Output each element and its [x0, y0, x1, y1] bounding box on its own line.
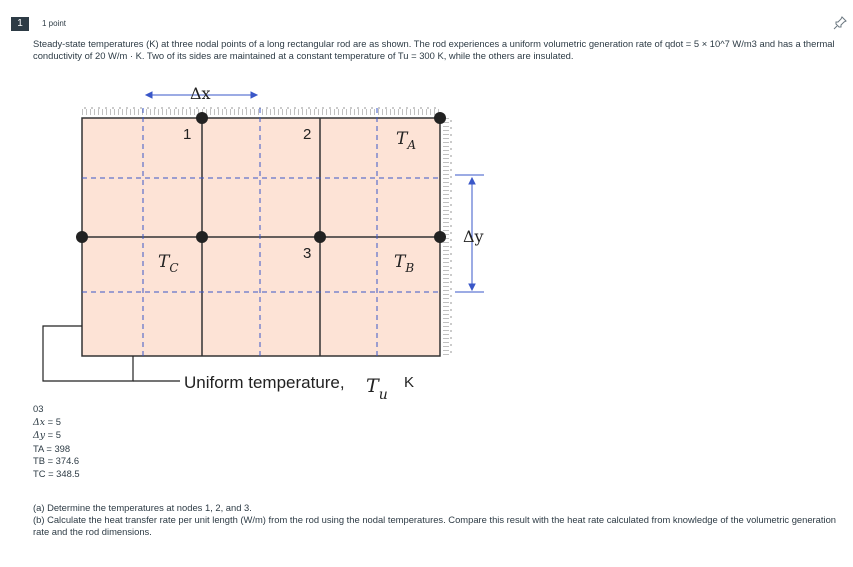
question-stem: Steady-state temperatures (K) at three nodal points of a long rectangular rod are as shown. The rod experiences a uniform volumetric generation rate of qdot = 5 × 10^7 W/m3 and has a thermal conductivity of 20 W/m · K. Two of its sides are maintained at a constant temperature of Tu = 300 K, while the others are insulated. [33, 38, 835, 61]
question-points: 1 point [42, 19, 67, 28]
question-parts [33, 502, 848, 538]
unit-k-label: K [404, 374, 415, 391]
tb-value: TB = 374.6 [33, 455, 80, 467]
node-mid-left [76, 231, 88, 243]
question-number-badge: 1 [11, 17, 29, 31]
tc-value: TC = 348.5 [33, 467, 80, 479]
ta-value: TA = 398 [33, 442, 71, 454]
tb-label: $T_B$ [394, 252, 415, 275]
node-top-right [434, 112, 446, 124]
uniform-temperature-label: Uniform temperature, [184, 373, 345, 392]
node-1-label: 1 [183, 126, 192, 143]
dy-value: Δy = 5 [33, 429, 61, 442]
part-b: (b) Calculate the heat transfer rate per unit length (W/m) from the rod using the nodal temperatures. Compare this result with the heat rate calculated from knowledge of the volumetric generation rate and the rod dimensions. [33, 514, 837, 537]
dx-value: Δx = 5 [33, 415, 61, 428]
insulation-top [82, 108, 442, 112]
part-a: (a) Determine the temperatures at nodes 1, 2, and 3. [33, 502, 252, 513]
node-2-label: 2 [303, 126, 312, 143]
dy-label: Δy [463, 227, 484, 246]
variable-list [33, 403, 80, 481]
tu-label: $T_u$ [366, 375, 388, 403]
insulation-right [446, 118, 451, 356]
node-3 [314, 231, 326, 243]
tc-label: $T_C$ [158, 252, 179, 275]
variant-id: 03 [33, 403, 44, 414]
node-3-label: 3 [303, 245, 312, 262]
dx-label: Δx [190, 84, 211, 103]
node-mid-right [434, 231, 446, 243]
node-top-left [196, 112, 208, 124]
node-mid-center [196, 231, 208, 243]
ta-label: $T_A$ [396, 129, 417, 152]
